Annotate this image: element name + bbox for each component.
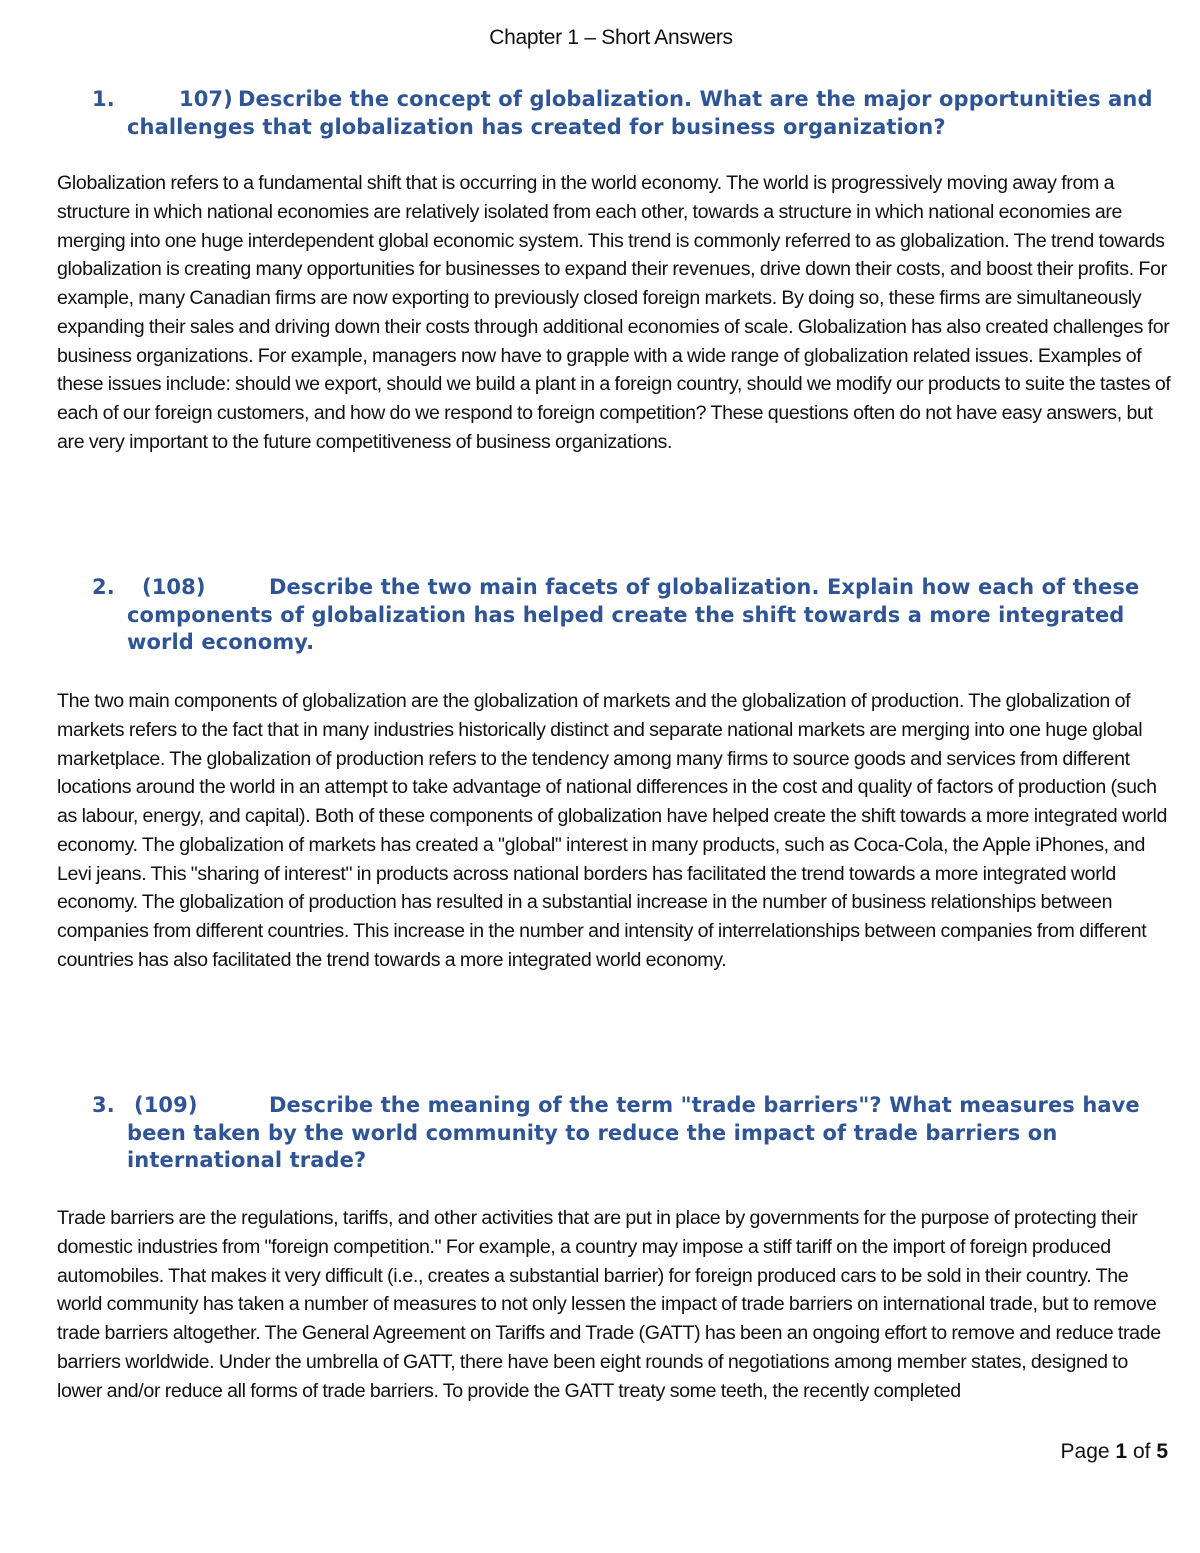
question-number: 2. bbox=[92, 575, 115, 599]
page-title: Chapter 1 – Short Answers bbox=[489, 26, 733, 49]
page-prefix: Page bbox=[1060, 1440, 1110, 1463]
question-code: (109) bbox=[134, 1093, 198, 1117]
question-text: Describe the two main facets of globalization. Explain how each of these components of globalization has helped create the shift towards a more integrated world economy. bbox=[127, 575, 1140, 654]
page-current: 1 bbox=[1115, 1440, 1128, 1463]
question-number: 1. bbox=[92, 87, 115, 111]
question-code: (108) bbox=[142, 575, 206, 599]
question-code: 107) bbox=[179, 87, 233, 111]
question-text: Describe the concept of globalization. What are the major opportunities and challenges that globalization has created for business organization? bbox=[127, 87, 1153, 139]
question-2-heading bbox=[92, 574, 1172, 657]
question-3-answer: Trade barriers are the regulations, tariffs, and other activities that are put in place by governments for the purpose of protecting their domestic industries from "foreign competition." For example, a country may impose a stiff tariff on the import of foreign produced automobiles. That makes it very difficult (i.e., creates a substantial barrier) for foreign produced cars to be sold in their country. The world community has taken a number of measures to not only lessen the impact of trade barriers on international trade, but to remove trade barriers altogether. The General Agreement on Tariffs and Trade (GATT) has been an ongoing effort to remove and reduce trade barriers worldwide. Under the umbrella of GATT, there have been eight rounds of negotiations among member states, designed to lower and/or reduce all forms of trade barriers. To provide the GATT treaty some teeth, the recently completed bbox=[57, 1207, 1161, 1402]
question-3-heading bbox=[92, 1092, 1172, 1175]
page-of: of bbox=[1132, 1440, 1151, 1463]
question-number: 3. bbox=[92, 1093, 115, 1117]
page-total: 5 bbox=[1156, 1440, 1168, 1463]
question-1-heading bbox=[92, 86, 1172, 141]
question-text: Describe the meaning of the term "trade barriers"? What measures have been taken by the world community to reduce the impact of trade barriers on international trade? bbox=[127, 1093, 1140, 1172]
question-1-answer: Globalization refers to a fundamental shift that is occurring in the world economy. The world is progressively moving away from a structure in which national economies are relatively isolated from each other, towards a structure in which national economies are merging into one huge interdependent global economic system. This trend is commonly referred to as globalization. The trend towards globalization is creating many opportunities for businesses to expand their revenues, drive down their costs, and boost their profits. For example, many Canadian firms are now exporting to previously closed foreign markets. By doing so, these firms are simultaneously expanding their sales and driving down their costs through additional economies of scale. Globalization has also created challenges for business organizations. For example, managers now have to grapple with a wide range of globalization related issues. Examples of these issues include: should we export, should we build a plant in a foreign country, should we modify our products to suite the tastes of each of our foreign customers, and how do we respond to foreign competition? These questions often do not have easy answers, but are very important to the future competitiveness of business organizations. bbox=[57, 172, 1171, 453]
page-number bbox=[1061, 1440, 1168, 1464]
question-2-answer: The two main components of globalization are the globalization of markets and the globalization of production. The globalization of markets refers to the fact that in many industries historically distinct and separate national markets are merging into one huge global marketplace. The globalization of production refers to the tendency among many firms to source goods and services from different locations around the world in an attempt to take advantage of national differences in the cost and quality of factors of production (such as labour, energy, and capital). Both of these components of globalization have helped create the shift towards a more integrated world economy. The globalization of markets has created a "global" interest in many products, such as Coca-Cola, the Apple iPhones, and Levi jeans. This "sharing of interest" in products across national borders has facilitated the trend towards a more integrated world economy. The globalization of production has resulted in a substantial increase in the number of business relationships between companies from different countries. This increase in the number and intensity of interrelationships between companies from different countries has also facilitated the trend towards a more integrated world economy. bbox=[57, 690, 1168, 971]
